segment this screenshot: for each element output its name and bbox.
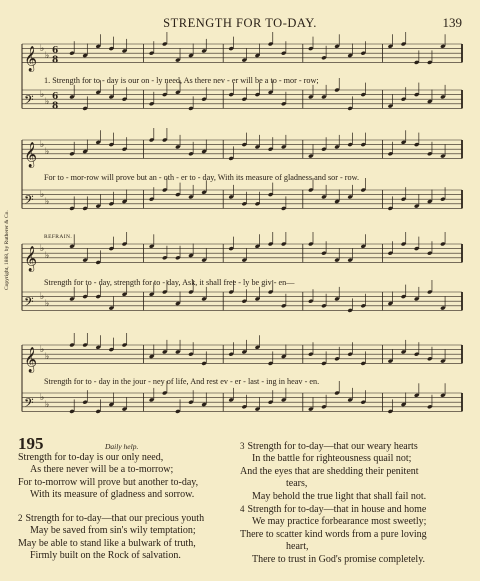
bass-clef: 𝄢 xyxy=(24,395,34,414)
stanza-4 xyxy=(240,503,427,566)
stanza-line: And the eyes that are shedding their penitent xyxy=(240,465,419,477)
stanza-2 xyxy=(18,512,204,563)
bass-clef: 𝄢 xyxy=(24,294,34,313)
stanza-line: Strength for to-day—that our precious youth xyxy=(25,513,205,524)
flat-sign: ♭ xyxy=(40,189,45,200)
stanza-line: We may practice forbearance most sweetly; xyxy=(252,516,427,528)
stanza-3 xyxy=(240,440,426,503)
stanza-line: Strength for to-day—that in house and home xyxy=(247,504,427,515)
stanza-line: tears, xyxy=(286,478,308,490)
lyric-line-2: For to - mor-row will prove but an - oth - er to - day, With its measure of gladness and sor - row. xyxy=(44,173,360,182)
flat-sign: ♭ xyxy=(45,298,50,309)
hymn-number: 195 xyxy=(18,434,44,453)
stanza-number: 3 xyxy=(240,441,245,451)
stanza-line: May behold the true light that shall fail not. xyxy=(252,490,427,502)
stanza-line: Firmly built on the Rock of salvation. xyxy=(30,550,181,562)
stanza-line: May be able to stand like a bulwark of truth, xyxy=(18,537,196,549)
stanza-number: 2 xyxy=(18,513,23,523)
treble-clef: 𝄞 xyxy=(24,347,38,373)
stanza-line: Strength for to-day—that our weary hearts xyxy=(247,441,418,452)
flat-sign: ♭ xyxy=(40,291,45,302)
flat-sign: ♭ xyxy=(40,344,45,355)
lyric-line-4: Strength for to - day in the jour - ney of life, And rest ev - er - last - ing in heav - en. xyxy=(44,377,320,386)
flat-sign: ♭ xyxy=(40,139,45,150)
flat-sign: ♭ xyxy=(45,50,50,61)
time-signature: 6 xyxy=(52,46,59,57)
stanza-1 xyxy=(18,452,198,502)
stanza-line: heart, xyxy=(286,541,309,553)
flat-sign: ♭ xyxy=(45,250,50,261)
stanza-line: Strength for to-day is our only need, xyxy=(18,452,164,463)
refrain-label: REFRAIN. xyxy=(44,234,73,240)
flat-sign: ♭ xyxy=(45,351,50,362)
time-signature: 6 xyxy=(52,92,59,103)
time-signature: 8 xyxy=(52,55,59,66)
copyright-notice: Copyright, 1888, by Rutherer & Co. xyxy=(4,210,10,290)
hymn-subtitle: Daily help. xyxy=(105,442,139,451)
bass-clef: 𝄢 xyxy=(24,92,34,111)
bass-clef: 𝄢 xyxy=(24,192,34,211)
stanza-line: In the battle for righteousness quail not; xyxy=(252,453,412,465)
stanza-number: 4 xyxy=(240,504,245,514)
stanza-line: With its measure of gladness and sorrow. xyxy=(30,489,195,501)
treble-clef: 𝄞 xyxy=(24,142,38,168)
flat-sign: ♭ xyxy=(45,146,50,157)
stanza-line: May be saved from sin's wily temptation; xyxy=(30,525,196,537)
flat-sign: ♭ xyxy=(45,96,50,107)
stanza-line: For to-morrow will prove but another to-day, xyxy=(18,476,199,488)
flat-sign: ♭ xyxy=(40,89,45,100)
flat-sign: ♭ xyxy=(45,196,50,207)
stanza-line: As there never will be a to-morrow; xyxy=(30,464,174,476)
flat-sign: ♭ xyxy=(40,392,45,403)
stanza-line: There to scatter kind words from a pure loving xyxy=(240,528,427,540)
treble-clef: 𝄞 xyxy=(24,46,38,72)
flat-sign: ♭ xyxy=(40,243,45,254)
treble-clef: 𝄞 xyxy=(24,246,38,272)
lyric-line-1: 1. Strength for to - day is our on - ly need, As there nev - er will be a to - mor - row; xyxy=(44,76,319,85)
page-number: 139 xyxy=(442,15,462,30)
lyric-line-3: Strength for to - day, strength for to - day, Ask, it shall free - ly be giv - en— xyxy=(44,278,295,287)
stanza-line: There to trust in God's promise completely. xyxy=(252,553,426,565)
flat-sign: ♭ xyxy=(40,43,45,54)
flat-sign: ♭ xyxy=(45,399,50,410)
time-signature: 8 xyxy=(52,101,59,112)
page-title: STRENGTH FOR TO-DAY. xyxy=(163,16,317,30)
